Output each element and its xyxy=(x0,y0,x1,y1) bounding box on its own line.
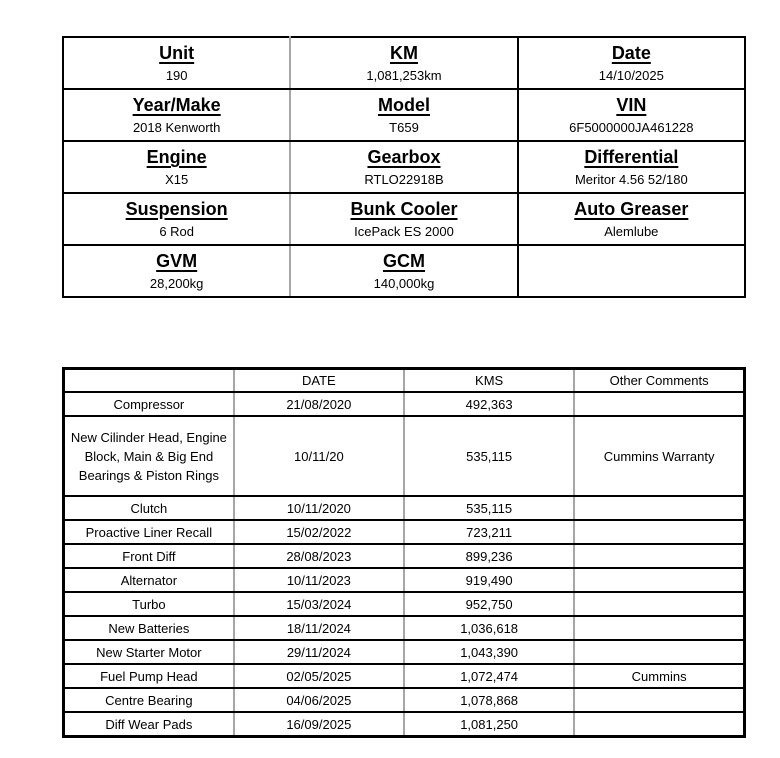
vehicle-spec-table xyxy=(62,36,746,298)
service-comments-cell: Cummins xyxy=(574,664,744,688)
service-comments-cell xyxy=(574,544,744,568)
table-row xyxy=(64,664,745,688)
spec-cell-suspension xyxy=(63,193,290,245)
service-date-cell: 16/09/2025 xyxy=(234,712,404,737)
spec-cell-year-make xyxy=(63,89,290,141)
spec-row xyxy=(63,193,745,245)
service-date-cell: 28/08/2023 xyxy=(234,544,404,568)
spec-value-gvm: 28,200kg xyxy=(149,276,204,291)
service-date-cell: 04/06/2025 xyxy=(234,688,404,712)
table-row xyxy=(64,392,745,416)
spec-value-gearbox: RTLO22918B xyxy=(364,172,444,187)
service-date-cell: 18/11/2024 xyxy=(234,616,404,640)
service-date-cell: 10/11/20 xyxy=(234,416,404,496)
spec-label-km: KM xyxy=(389,43,418,63)
service-item-cell: Turbo xyxy=(64,592,234,616)
spec-label-model: Model xyxy=(377,95,430,115)
spec-cell-gvm xyxy=(63,245,290,297)
spec-row xyxy=(63,89,745,141)
spec-cell-date xyxy=(518,37,745,89)
spec-value-suspension: 6 Rod xyxy=(159,224,195,239)
spec-value-vin: 6F5000000JA461228 xyxy=(569,120,694,135)
service-item-cell: Compressor xyxy=(64,392,234,416)
service-header-kms: KMS xyxy=(404,369,574,393)
spec-row xyxy=(63,37,745,89)
spec-cell-auto-greaser xyxy=(518,193,745,245)
service-comments-cell xyxy=(574,592,744,616)
service-item-cell: Fuel Pump Head xyxy=(64,664,234,688)
spec-label-auto-greaser: Auto Greaser xyxy=(574,199,689,219)
spec-label-suspension: Suspension xyxy=(125,199,228,219)
spec-value-year-make: 2018 Kenworth xyxy=(132,120,221,135)
service-item-cell: Diff Wear Pads xyxy=(64,712,234,737)
service-comments-cell xyxy=(574,616,744,640)
spec-cell-gcm xyxy=(290,245,517,297)
service-date-cell: 21/08/2020 xyxy=(234,392,404,416)
service-kms-cell: 899,236 xyxy=(404,544,574,568)
table-row xyxy=(64,496,745,520)
service-kms-cell: 723,211 xyxy=(404,520,574,544)
service-kms-cell: 1,043,390 xyxy=(404,640,574,664)
service-kms-cell: 535,115 xyxy=(404,416,574,496)
service-item-cell: Clutch xyxy=(64,496,234,520)
spec-cell-differential xyxy=(518,141,745,193)
spec-label-vin: VIN xyxy=(616,95,647,115)
service-kms-cell: 492,363 xyxy=(404,392,574,416)
spec-value-gcm: 140,000kg xyxy=(373,276,435,291)
service-kms-cell: 1,036,618 xyxy=(404,616,574,640)
service-kms-cell: 1,081,250 xyxy=(404,712,574,737)
service-date-cell: 29/11/2024 xyxy=(234,640,404,664)
service-kms-cell: 1,072,474 xyxy=(404,664,574,688)
service-history-table xyxy=(62,367,746,738)
service-date-cell: 15/03/2024 xyxy=(234,592,404,616)
service-header-date: DATE xyxy=(234,369,404,393)
service-item-cell: New Batteries xyxy=(64,616,234,640)
spec-cell-bunk-cooler xyxy=(290,193,517,245)
spec-value-engine: X15 xyxy=(165,172,189,187)
spec-value-unit: 190 xyxy=(165,68,188,83)
service-header-row xyxy=(64,369,745,393)
spec-label-gearbox: Gearbox xyxy=(367,147,441,167)
service-kms-cell: 952,750 xyxy=(404,592,574,616)
service-date-cell: 10/11/2023 xyxy=(234,568,404,592)
spec-label-differential: Differential xyxy=(584,147,679,167)
table-row xyxy=(64,568,745,592)
service-item-cell: Proactive Liner Recall xyxy=(64,520,234,544)
spec-cell-engine xyxy=(63,141,290,193)
service-comments-cell xyxy=(574,712,744,737)
service-comments-cell: Cummins Warranty xyxy=(574,416,744,496)
table-row xyxy=(64,592,745,616)
spec-value-model: T659 xyxy=(389,120,419,135)
spec-cell-km xyxy=(290,37,517,89)
spec-value-date: 14/10/2025 xyxy=(598,68,664,83)
service-comments-cell xyxy=(574,496,744,520)
service-header-item xyxy=(64,369,234,393)
table-row xyxy=(64,520,745,544)
service-item-cell: Front Diff xyxy=(64,544,234,568)
spec-value-km: 1,081,253km xyxy=(366,68,442,83)
service-comments-cell xyxy=(574,392,744,416)
service-item-cell: New Cilinder Head, Engine Block, Main & Big End Bearings & Piston Rings xyxy=(64,416,234,496)
service-item-cell: New Starter Motor xyxy=(64,640,234,664)
spec-row xyxy=(63,245,745,297)
service-date-cell: 02/05/2025 xyxy=(234,664,404,688)
service-date-cell: 15/02/2022 xyxy=(234,520,404,544)
spec-label-unit: Unit xyxy=(159,43,195,63)
service-comments-cell xyxy=(574,520,744,544)
spec-cell-unit xyxy=(63,37,290,89)
spec-label-engine: Engine xyxy=(146,147,207,167)
spec-value-differential: Meritor 4.56 52/180 xyxy=(574,172,688,187)
service-comments-cell xyxy=(574,640,744,664)
spec-row xyxy=(63,141,745,193)
spec-label-date: Date xyxy=(611,43,651,63)
spec-label-bunk-cooler: Bunk Cooler xyxy=(350,199,458,219)
service-comments-cell xyxy=(574,688,744,712)
service-kms-cell: 919,490 xyxy=(404,568,574,592)
service-comments-cell xyxy=(574,568,744,592)
spec-label-gvm: GVM xyxy=(156,251,198,271)
spec-cell-empty xyxy=(518,245,745,297)
service-item-cell: Alternator xyxy=(64,568,234,592)
service-header-comments: Other Comments xyxy=(574,369,744,393)
service-date-cell: 10/11/2020 xyxy=(234,496,404,520)
service-kms-cell: 1,078,868 xyxy=(404,688,574,712)
table-row xyxy=(64,712,745,737)
spec-label-year-make: Year/Make xyxy=(132,95,221,115)
table-row xyxy=(64,616,745,640)
spec-value-bunk-cooler: IcePack ES 2000 xyxy=(354,224,454,239)
spec-value-auto-greaser: Alemlube xyxy=(604,224,659,239)
service-item-cell: Centre Bearing xyxy=(64,688,234,712)
spec-cell-gearbox xyxy=(290,141,517,193)
spec-label-gcm: GCM xyxy=(382,251,425,271)
table-row xyxy=(64,640,745,664)
spec-cell-vin xyxy=(518,89,745,141)
spec-cell-model xyxy=(290,89,517,141)
service-kms-cell: 535,115 xyxy=(404,496,574,520)
table-row xyxy=(64,416,745,496)
table-row xyxy=(64,544,745,568)
table-row xyxy=(64,688,745,712)
